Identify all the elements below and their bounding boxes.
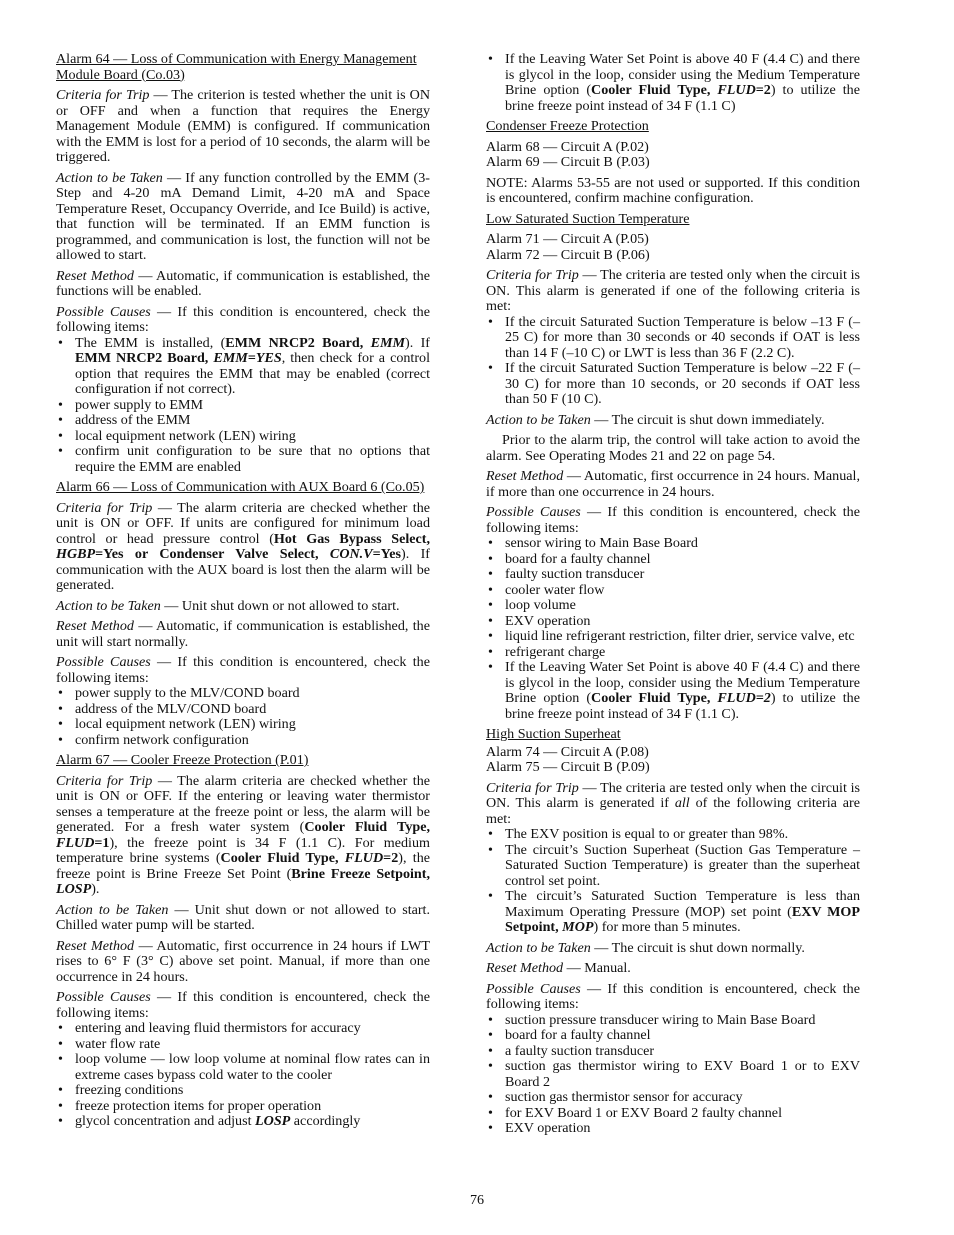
causes-text: — If this condition is encountered, check the following items: <box>56 303 430 335</box>
list-item: • confirm unit configuration to be sure that no options that require the EMM are enabled <box>56 444 430 475</box>
alarm-line: Alarm 71 — Circuit A (P.05) <box>486 231 649 247</box>
list-item: • sensor wiring to Main Base Board <box>486 536 860 552</box>
list-item: • water flow rate <box>56 1037 430 1053</box>
list-item: • freeze protection items for proper operation <box>56 1099 430 1115</box>
high-superheat-causes: Possible Causes — If this condition is encountered, check the following items: <box>486 980 860 1012</box>
reset-text: — Automatic, if communication is established, the functions will be enabled. <box>56 267 430 299</box>
alarm-64-causes <box>56 305 430 336</box>
left-column <box>56 52 430 1135</box>
alarm-67-heading: Alarm 67 — Cooler Freeze Protection (P.01) <box>56 752 309 768</box>
list-item: • freezing conditions <box>56 1083 430 1099</box>
list-item: • power supply to EMM <box>56 398 430 414</box>
alarm-line: Alarm 68 — Circuit A (P.02) <box>486 138 649 155</box>
list-item: • address of the MLV/COND board <box>56 702 430 718</box>
alarm-64-reset <box>56 269 430 300</box>
alarm-66-action: Action to be Taken — Unit shut down or not allowed to start. <box>56 597 400 614</box>
list-item: • entering and leaving fluid thermistors for accuracy <box>56 1021 430 1037</box>
alarm-66-causes: Possible Causes — If this condition is encountered, check the following items: <box>56 654 430 686</box>
alarm-line: Alarm 75 — Circuit B (P.09) <box>486 759 650 775</box>
page-number: 76 <box>469 1192 485 1208</box>
alarm-67-action: Action to be Taken — Unit shut down or not allowed to start. Chilled water pump will be started. <box>56 901 430 933</box>
alarm-line: Alarm 72 — Circuit B (P.06) <box>486 246 650 263</box>
low-suction-reset: Reset Method — Automatic, first occurrence in 24 hours. Manual, if more than one occurrence in 24 hours. <box>486 468 860 500</box>
right-column <box>486 52 860 1142</box>
low-suction-prior: Prior to the alarm trip, the control will take action to avoid the alarm. See Operating Modes 21 and 22 on page 54. <box>486 432 860 464</box>
alarm-66-reset: Reset Method — Automatic, if communication is established, the unit will start normally. <box>56 618 430 650</box>
list-item: • If the circuit Saturated Suction Temperature is below –22 F (–30 C) for more than 10 seconds, or 20 seconds if OAT less than 50 F (10 C). <box>486 361 860 408</box>
list-item: • refrigerant charge <box>486 645 860 661</box>
high-superheat-heading: High Suction Superheat <box>486 726 621 742</box>
condenser-alarm-lines <box>486 140 860 171</box>
list-item: • If the Leaving Water Set Point is above 40 F (4.4 C) and there is glycol in the loop, consider using the Medium Temperature Brine option (Cooler Fluid Type, FLUD=2) to utilize the brine freeze point instead of 34 F (1.1 C) <box>486 52 860 114</box>
action-text: — If any function controlled by the EMM (3-Step and 4-20 mA Demand Limit, 4-20 mA and Space Temperature Reset, Occupancy Override, and Ice Build) is active, that function will be terminated. If an EMM function is programmed, and communication is lost, the function will not be allowed to start. <box>56 169 430 263</box>
low-suction-action: Action to be Taken — The circuit is shut down immediately. <box>486 411 825 428</box>
list-item: • loop volume <box>486 598 860 614</box>
alarm-67-criteria: Criteria for Trip — The alarm criteria are checked whether the unit is ON or OFF. If the entering or leaving water thermistor senses a temperature at the freeze point or less, the alarm will be generated. For a fresh water system (Cooler Fluid Type, FLUD=1), the freeze point is 34 F (1.1 C). For medium temperature brine systems (Cooler Fluid Type, FLUD=2), the freeze point is Brine Freeze Set Point (Brine Freeze Setpoint, LOSP). <box>56 772 430 897</box>
list-item: • suction pressure transducer wiring to Main Base Board <box>486 1013 860 1029</box>
reset-label: Reset Method <box>56 267 134 284</box>
alarm-line: Alarm 69 — Circuit B (P.03) <box>486 154 650 170</box>
list-item: • The EXV position is equal to or greater than 98%. <box>486 827 860 843</box>
list-item: • for EXV Board 1 or EXV Board 2 faulty channel <box>486 1106 860 1122</box>
alarm-67-causes: Possible Causes — If this condition is encountered, check the following items: <box>56 989 430 1021</box>
low-suction-alarm-lines <box>486 232 860 263</box>
high-superheat-reset: Reset Method — Manual. <box>486 960 631 976</box>
low-suction-causes: Possible Causes — If this condition is encountered, check the following items: <box>486 504 860 536</box>
list-item: • a faulty suction transducer <box>486 1044 860 1060</box>
list-item: • EXV operation <box>486 614 860 630</box>
alarm-67-causes-list <box>56 1021 430 1130</box>
alarm-64-criteria <box>56 88 430 166</box>
continued-causes-list <box>486 52 860 114</box>
alarm-64-action <box>56 171 430 264</box>
alarm-66-heading: Alarm 66 — Loss of Communication with AUX Board 6 (Co.05) <box>56 479 425 495</box>
list-item: • If the Leaving Water Set Point is above 40 F (4.4 C) and there is glycol in the loop, consider using the Medium Temperature Brine option (Cooler Fluid Type, FLUD=2) to utilize the brine freeze point instead of 34 F (1.1 C). <box>486 660 860 722</box>
low-suction-criteria: Criteria for Trip — The criteria are tested only when the circuit is ON. This alarm is generated if one of the following criteria is met: <box>486 267 860 314</box>
low-suction-criteria-list <box>486 315 860 408</box>
list-item: • board for a faulty channel <box>486 552 860 568</box>
high-superheat-criteria-list <box>486 827 860 936</box>
list-item: • address of the EMM <box>56 413 430 429</box>
list-item: • EXV operation <box>486 1121 860 1137</box>
list-item: • cooler water flow <box>486 583 860 599</box>
criteria-text: — The criterion is tested whether the unit is ON or OFF and when a function that requires the Energy Management Module (EMM) is configured. If communication with the EMM is lost for a period of 10 seconds, the alarm will be triggered. <box>56 87 430 165</box>
list-item: • If the circuit Saturated Suction Temperature is below –13 F (–25 C) for more than 30 seconds or 40 seconds if OAT is less than 14 F (–10 C) or LWT is less than 36 F (2.2 C). <box>486 315 860 362</box>
alarm-66-criteria: Criteria for Trip — The alarm criteria are checked whether the unit is ON or OFF. If units are configured for minimum load control or head pressure control (Hot Gas Bypass Select, HGBP=Yes or Condenser Valve Select, CON.V=Yes). If communication with the AUX board is lost then the alarm will be generated. <box>56 499 430 593</box>
alarm-64-heading: Alarm 64 — Loss of Communication with Energy Management Module Board (Co.03) <box>56 51 417 83</box>
list-item: • power supply to the MLV/COND board <box>56 686 430 702</box>
criteria-label: Criteria for Trip <box>56 87 150 103</box>
list-item: • local equipment network (LEN) wiring <box>56 429 430 445</box>
list-item: • The circuit’s Suction Superheat (Suction Gas Temperature – Saturated Suction Temperature) is greater than the superheat control set point. <box>486 843 860 890</box>
alarm-67-reset: Reset Method — Automatic, first occurrence in 24 hours if LWT rises to 6° F (3° C) above set point. Manual, if more than one occurrence in 24 hours. <box>56 937 430 985</box>
alarm-64-causes-list <box>56 336 430 476</box>
high-superheat-alarm-lines <box>486 745 860 776</box>
list-item: • loop volume — low loop volume at nominal flow rates can in extreme cases bypass cold water to the cooler <box>56 1052 430 1083</box>
alarm-line: Alarm 74 — Circuit A (P.08) <box>486 743 649 760</box>
list-item: • glycol concentration and adjust LOSP accordingly <box>56 1114 430 1130</box>
low-suction-heading: Low Saturated Suction Temperature <box>486 210 690 227</box>
low-suction-causes-list <box>486 536 860 722</box>
list-item: • board for a faulty channel <box>486 1028 860 1044</box>
condenser-freeze-heading: Condenser Freeze Protection <box>486 118 649 134</box>
list-item: • The circuit’s Saturated Suction Temperature is less than Maximum Operating Pressure (MOP) set point (EXV MOP Setpoint, MOP) for more than 5 minutes. <box>486 889 860 936</box>
list-item: • confirm network configuration <box>56 733 430 749</box>
causes-label: Possible Causes <box>56 303 151 320</box>
high-superheat-causes-list <box>486 1013 860 1137</box>
high-superheat-action: Action to be Taken — The circuit is shut down normally. <box>486 939 805 956</box>
list-item: • suction gas thermistor sensor for accuracy <box>486 1090 860 1106</box>
list-item: • liquid line refrigerant restriction, filter drier, service valve, etc <box>486 629 860 645</box>
action-label: Action to be Taken <box>56 169 163 186</box>
note: NOTE: Alarms 53-55 are not used or supported. If this condition is encountered, confirm machine configuration. <box>486 174 860 206</box>
alarm-66-causes-list <box>56 686 430 748</box>
high-superheat-criteria: Criteria for Trip — The criteria are tested only when the circuit is ON. This alarm is generated if all of the following criteria are met: <box>486 779 860 827</box>
list-item: • The EMM is installed, (EMM NRCP2 Board, EMM). If EMM NRCP2 Board, EMM=YES, then check for a control option that requires the EMM that may be enabled (correct configuration if not correct). <box>56 336 430 398</box>
list-item: • suction gas thermistor wiring to EXV Board 1 or to EXV Board 2 <box>486 1059 860 1090</box>
list-item: • local equipment network (LEN) wiring <box>56 717 430 733</box>
list-item: • faulty suction transducer <box>486 567 860 583</box>
